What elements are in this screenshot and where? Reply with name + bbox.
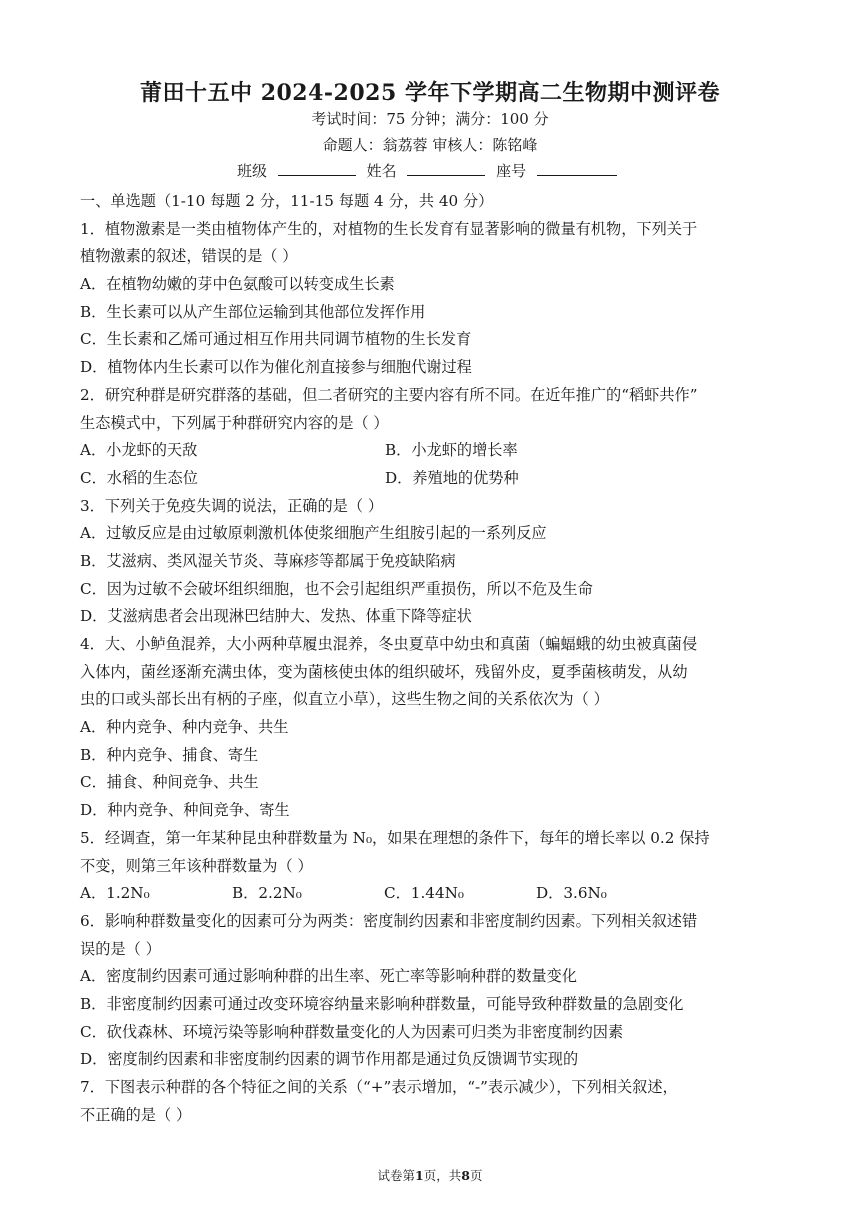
question-3-stem: 3．下列关于免疫失调的说法，正确的是（ ） [80,496,384,515]
page-footer [0,1166,860,1184]
student-info-line [0,160,860,181]
question-3-option-d: D．艾滋病患者会出现淋巴结肿大、发热、体重下降等症状 [80,607,472,626]
question-3-option-b: B．艾滋病、类风湿关节炎、荨麻疹等都属于免疫缺陷病 [80,551,456,570]
question-2-stem-cont: 生态模式中，下列属于种群研究内容的是（ ） [80,413,389,432]
footer-prefix: 试卷第 [377,1168,416,1183]
question-4-stem-cont: 入体内，菌丝逐渐充满虫体，变为菌核使虫体的组织破坏，残留外皮，夏季菌核萌发，从幼 [80,662,688,681]
name-label: 姓名 [366,162,397,180]
question-3-option-a: A．过敏反应是由过敏原刺激机体使浆细胞产生组胺引起的一系列反应 [80,524,547,543]
footer-mid: 页，共 [423,1168,462,1183]
authors-line: 命题人：翁荔蓉 审核人：陈铭峰 [322,136,538,154]
question-1-stem-cont: 植物激素的叙述，错误的是（ ） [80,247,298,266]
section-heading: 一、单选题（1-10 每题 2 分，11-15 每题 4 分，共 40 分） [80,192,494,210]
question-6-option-c: C．砍伐森林、环境污染等影响种群数量变化的人为因素可归类为非密度制约因素 [80,1022,624,1041]
question-6-option-d: D．密度制约因素和非密度制约因素的调节作用都是通过负反馈调节实现的 [80,1050,579,1069]
question-1-option-a: A．在植物幼嫩的芽中色氨酸可以转变成生长素 [80,275,395,294]
question-5-option-a: A．1.2N₀ [80,884,150,903]
question-4-option-b: B．种内竞争、捕食、寄生 [80,745,259,764]
exam-info: 考试时间：75 分钟；满分：100 分 [311,110,549,128]
class-field[interactable] [278,161,356,176]
page-title: 莆田十五中 2024-2025 学年下学期高二生物期中测评卷 [140,80,720,106]
question-4-stem: 4．大、小鲈鱼混养，大小两种草履虫混养，冬虫夏草中幼虫和真菌（蝙蝠蛾的幼虫被真菌侵 [80,635,698,653]
footer-total-pages: 8 [461,1168,470,1183]
question-5-options-row [80,880,780,908]
question-2-option-c: C．水稻的生态位 [80,468,198,487]
question-1-option-c: C．生长素和乙烯可通过相互作用共同调节植物的生长发育 [80,330,472,349]
question-4-option-a: A．种内竞争、种内竞争、共生 [80,718,289,737]
footer-page-number: 1 [415,1168,424,1183]
seat-label: 座号 [496,162,527,180]
question-6-option-b: B．非密度制约因素可通过改变环境容纳量来影响种群数量，可能导致种群数量的急剧变化 [80,994,684,1013]
question-list [80,188,780,1129]
question-2-option-a: A．小龙虾的天敌 [80,441,198,460]
question-2-options-row1 [80,437,780,465]
question-2-stem: 2．研究种群是研究群落的基础，但二者研究的主要内容有所不同。在近年推广的“稻虾共作” [80,385,698,404]
question-4-stem-cont2: 虫的口或头部长出有柄的子座，似直立小草），这些生物之间的关系依次为（ ） [80,690,609,709]
footer-suffix: 页 [469,1168,483,1183]
question-5-option-d: D．3.6N₀ [536,884,607,903]
question-6-option-a: A．密度制约因素可通过影响种群的出生率、死亡率等影响种群的数量变化 [80,967,577,986]
question-4-option-c: C．捕食、种间竞争、共生 [80,773,259,792]
question-5-option-b: B．2.2N₀ [232,884,302,903]
question-1-option-d: D．植物体内生长素可以作为催化剂直接参与细胞代谢过程 [80,358,472,377]
question-7-stem-cont: 不正确的是（ ） [80,1105,192,1124]
question-1-stem: 1．植物激素是一类由植物体产生的，对植物的生长发育有显著影响的微量有机物，下列关于 [80,219,698,238]
question-3-option-c: C．因为过敏不会破坏组织细胞，也不会引起组织严重损伤，所以不危及生命 [80,579,593,598]
question-4-option-d: D．种内竞争、种间竞争、寄生 [80,801,290,820]
seat-field[interactable] [537,161,617,176]
question-5-stem: 5．经调查，第一年某种昆虫种群数量为 N₀，如果在理想的条件下，每年的增长率以 0.2 保持 [80,828,710,847]
question-2-option-b: B．小龙虾的增长率 [385,441,518,460]
class-label: 班级 [237,162,268,180]
question-2-options-row2 [80,465,780,493]
name-field[interactable] [407,161,485,176]
question-2-option-d: D．养殖地的优势种 [385,468,519,487]
question-6-stem: 6．影响种群数量变化的因素可分为两类：密度制约因素和非密度制约因素。下列相关叙述错 [80,911,698,930]
question-5-option-c: C．1.44N₀ [384,884,465,903]
question-6-stem-cont: 误的是（ ） [80,939,161,958]
question-5-stem-cont: 不变，则第三年该种群数量为（ ） [80,856,313,875]
question-7-stem: 7．下图表示种群的各个特征之间的关系（“+”表示增加，“-”表示减少），下列相关叙述， [80,1078,678,1096]
question-1-option-b: B．生长素可以从产生部位运输到其他部位发挥作用 [80,302,426,321]
